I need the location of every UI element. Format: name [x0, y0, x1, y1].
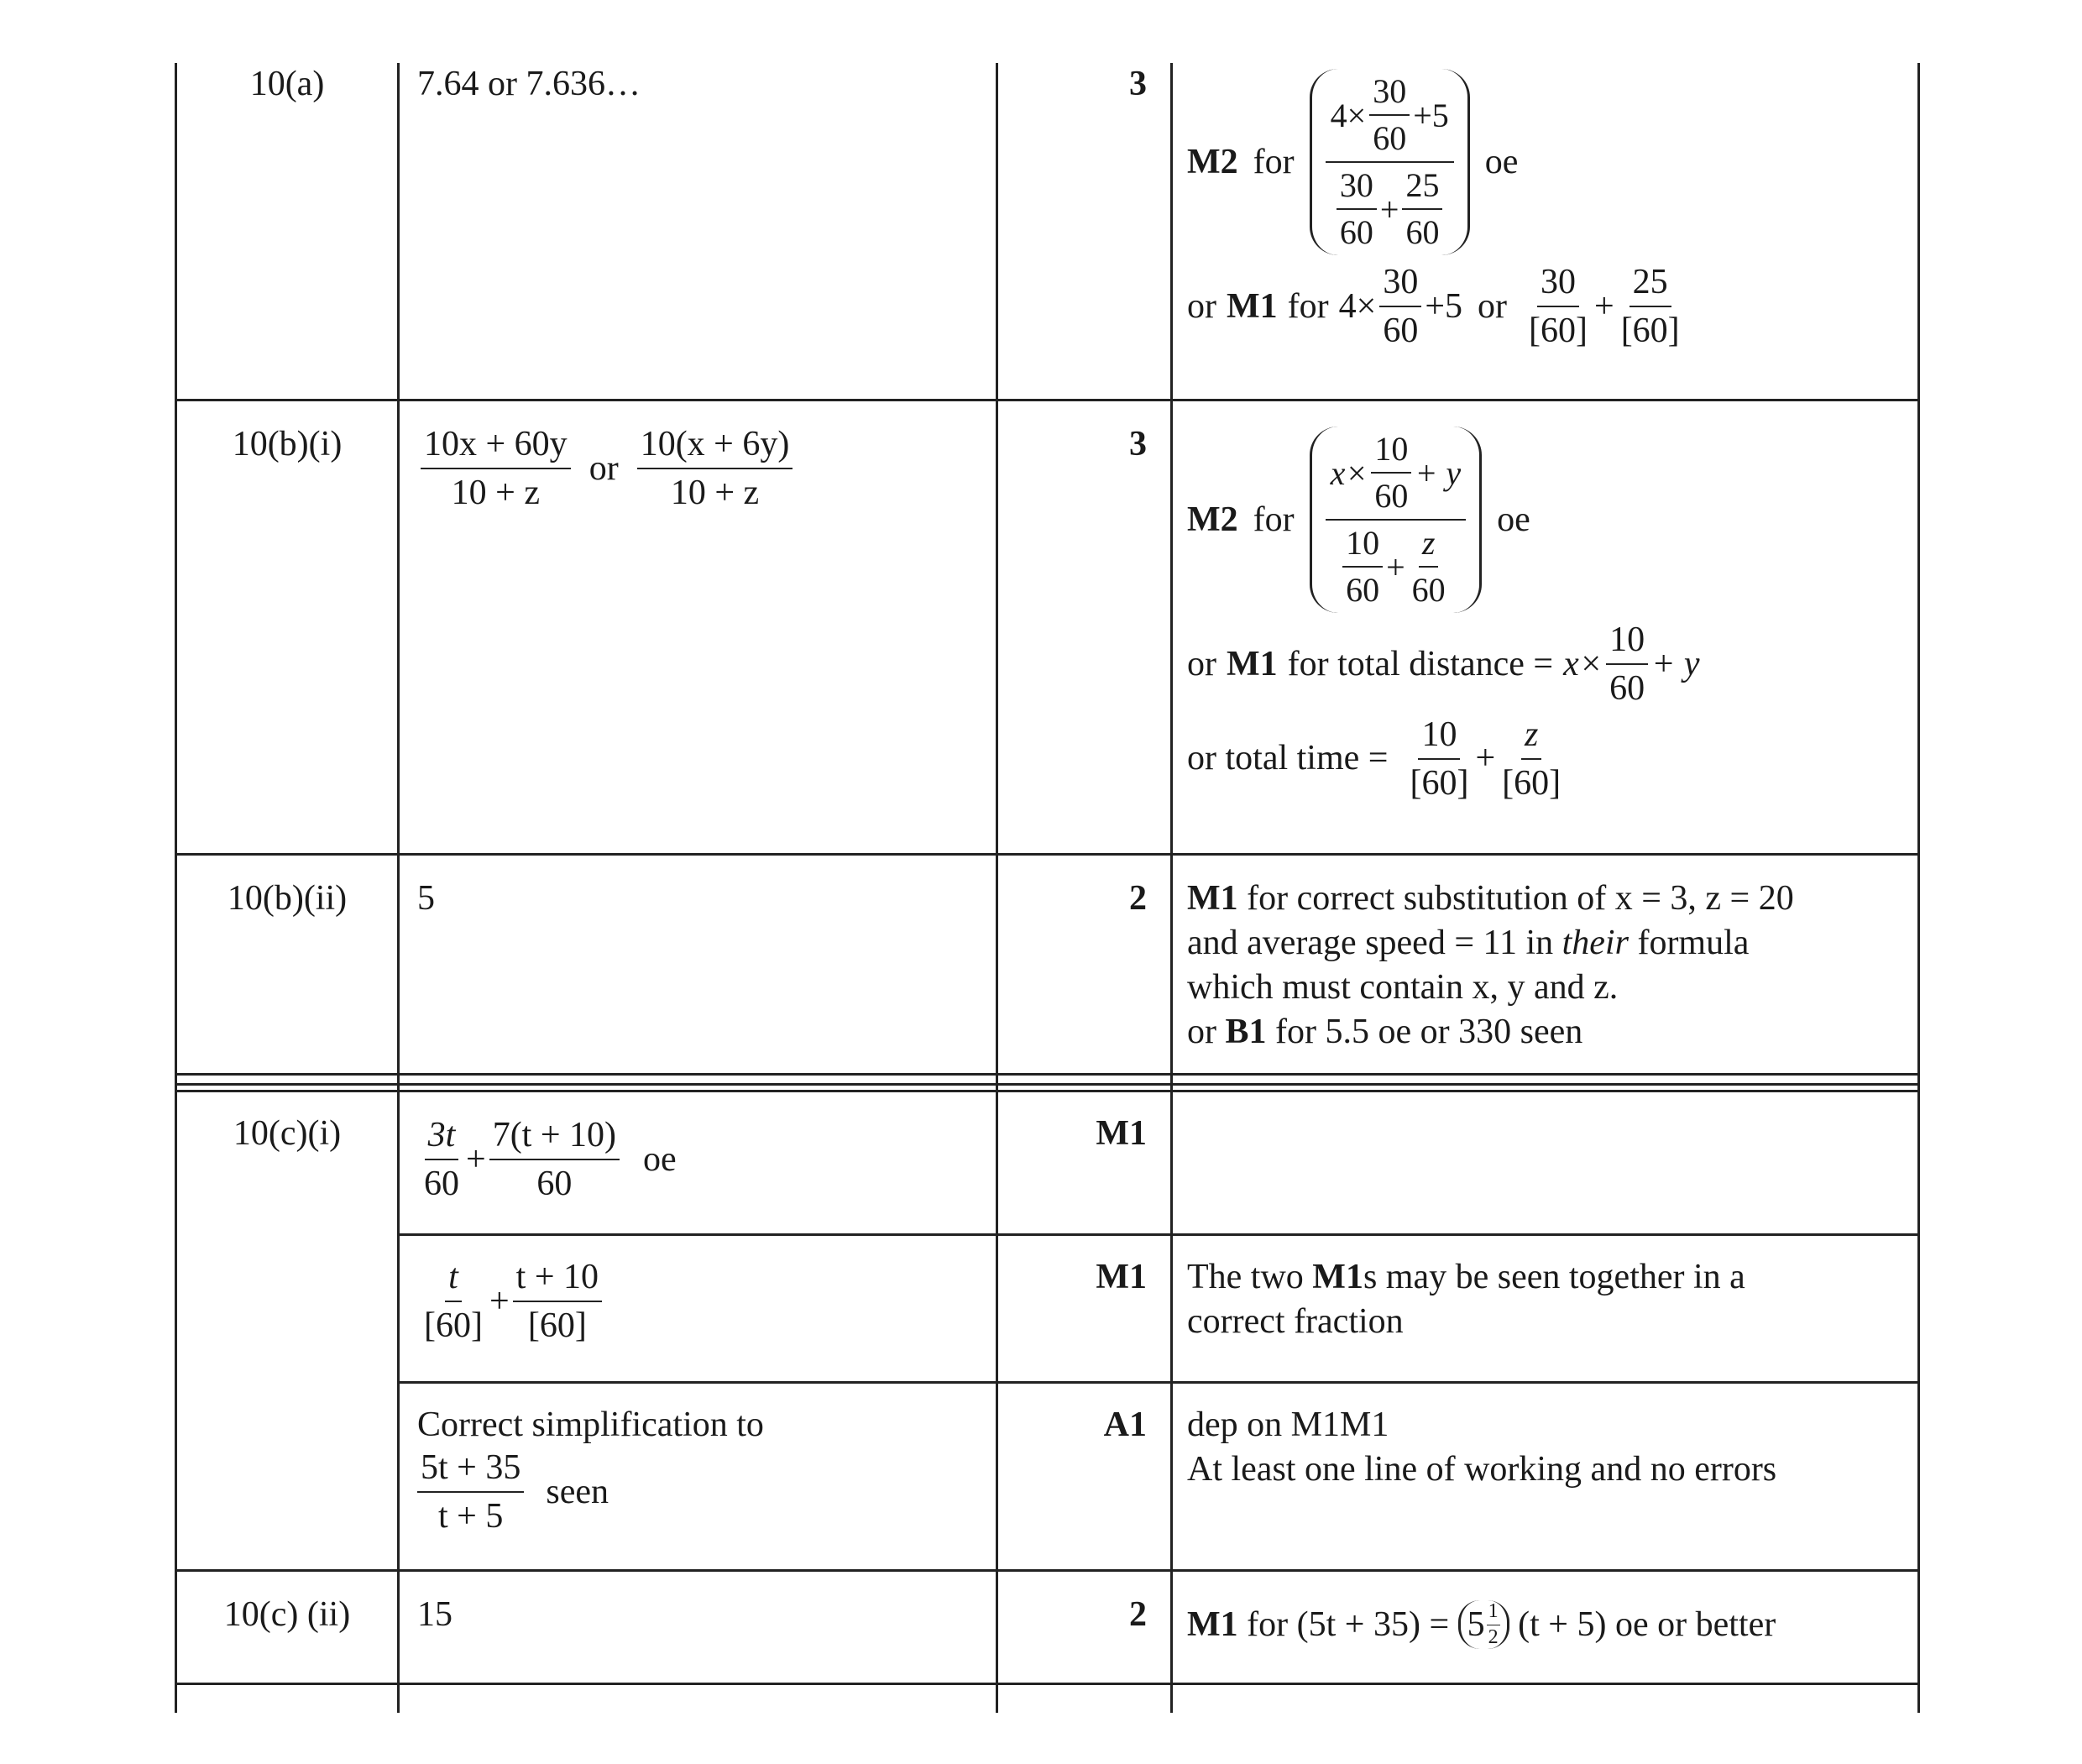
- distance-text: for total distance =: [1287, 644, 1554, 683]
- mark-cell: [999, 1403, 1147, 1447]
- expr-term: 4×: [1338, 286, 1377, 326]
- m1-label: M1: [1187, 1604, 1238, 1644]
- m1-method-line: [1187, 262, 1909, 352]
- m1-label: M1: [1227, 644, 1278, 683]
- guidance-line: [1187, 1255, 1909, 1300]
- answer-cell: [417, 62, 988, 107]
- or-text: or: [1187, 1013, 1226, 1051]
- plus-sign: +: [466, 1139, 486, 1179]
- expr-term: +5: [1425, 286, 1463, 326]
- mark-value: M1: [1096, 1114, 1147, 1153]
- table-border-right: [1917, 63, 1920, 1713]
- frac-den: 60: [424, 1165, 459, 1204]
- m1-label: M1: [1312, 1258, 1363, 1296]
- frac-num: 25: [1630, 262, 1671, 307]
- m2-numerator: [1326, 430, 1467, 521]
- guidance-text: for correct substitution of x = 3, z = 20: [1247, 879, 1794, 918]
- b1-label: B1: [1225, 1013, 1267, 1051]
- frac-num: 10: [1342, 524, 1383, 568]
- expr-term: 4×: [1330, 96, 1367, 134]
- oe-text: oe: [1484, 142, 1519, 181]
- frac-den: 60: [1339, 213, 1373, 251]
- question-number: [177, 877, 397, 921]
- answer-cell: [417, 1593, 988, 1637]
- row-divider: [175, 1073, 1920, 1076]
- frac-den: 60: [1383, 311, 1419, 351]
- for-text: for: [1253, 500, 1295, 539]
- guidance-emphasis: their: [1562, 924, 1629, 962]
- guidance-cell: [1187, 1255, 1909, 1344]
- for-text: for: [1287, 286, 1329, 326]
- guidance-cell: [1187, 69, 1909, 352]
- or-text: or: [589, 448, 619, 488]
- mixed-whole: 5: [1467, 1604, 1485, 1644]
- expr-term: x×: [1563, 644, 1603, 683]
- answer-cell: [417, 877, 988, 921]
- plus-sign: +: [1379, 190, 1399, 228]
- plus-sign: +: [1594, 286, 1614, 326]
- frac-num: 30: [1379, 262, 1421, 307]
- question-number-text: 10(b)(ii): [227, 879, 348, 918]
- mark-value: M1: [1096, 1258, 1147, 1296]
- table-column-divider-3: [1170, 63, 1173, 1713]
- expr-term: + y: [1651, 644, 1700, 683]
- m2-compound-fraction: [1326, 72, 1454, 252]
- frac-num: z: [1419, 524, 1439, 568]
- frac-den: [60]: [527, 1306, 587, 1346]
- guidance-line: [1187, 1600, 1909, 1649]
- frac-den: [60]: [1620, 311, 1680, 351]
- row-divider: [175, 1569, 1920, 1572]
- mark-cell: [999, 62, 1147, 107]
- guidance-text: The two: [1187, 1258, 1313, 1296]
- expr-term: x×: [1330, 453, 1368, 492]
- frac-den: 60: [1405, 213, 1440, 251]
- question-number-text: 10(c) (ii): [223, 1595, 351, 1634]
- frac-den: [60]: [1529, 311, 1588, 351]
- or-text: or: [1187, 644, 1216, 683]
- guidance-text: At least one line of working and no errors: [1187, 1450, 1777, 1489]
- expr-term: +5: [1413, 96, 1449, 134]
- frac-den: 60: [1609, 669, 1645, 709]
- question-number: [177, 62, 397, 107]
- m2-expression: [1310, 69, 1470, 255]
- oe-text: oe: [1497, 500, 1530, 539]
- question-number-text: 10(c)(i): [233, 1114, 342, 1153]
- frac-den: 2: [1488, 1625, 1499, 1648]
- m2-numerator: [1326, 72, 1454, 163]
- oe-text: oe: [643, 1139, 677, 1179]
- question-number: [177, 1593, 397, 1637]
- mixed-number: [1458, 1600, 1509, 1649]
- m2-expression: [1310, 427, 1483, 613]
- answer-text: 7.64 or 7.636…: [417, 65, 641, 103]
- frac-num: 5t + 35: [417, 1447, 524, 1493]
- question-number-text: 10(a): [249, 65, 325, 103]
- m2-denominator: [1334, 521, 1457, 610]
- answer-text: Correct simplification to: [417, 1405, 764, 1444]
- m2-label: M2: [1187, 500, 1238, 539]
- answer-expression: [417, 1115, 988, 1205]
- m1-distance-line: [1187, 620, 1909, 709]
- frac-den: t + 5: [438, 1497, 504, 1536]
- guidance-cell: [1187, 877, 1909, 1055]
- answer-text: 15: [417, 1595, 452, 1634]
- m2-method-line: [1187, 69, 1909, 255]
- or-text: or: [1478, 286, 1508, 326]
- frac-num: t: [445, 1257, 462, 1302]
- frac-num: 10: [1606, 620, 1648, 665]
- guidance-text: s may be seen together in a: [1363, 1258, 1745, 1296]
- row-divider: [397, 1381, 1920, 1384]
- frac-den: 60: [1411, 571, 1446, 609]
- row-divider: [397, 1233, 1920, 1236]
- answer-expression: [417, 424, 988, 514]
- guidance-text: correct fraction: [1187, 1302, 1404, 1341]
- frac-den: [60]: [1410, 763, 1469, 803]
- mark-value: 2: [1129, 1595, 1147, 1634]
- row-divider: [175, 399, 1920, 401]
- frac-num: 25: [1402, 166, 1442, 210]
- time-text: or total time =: [1187, 739, 1389, 778]
- question-number-text: 10(b)(i): [232, 425, 343, 463]
- table-column-divider-2: [996, 63, 998, 1713]
- guidance-cell: [1187, 427, 1909, 803]
- mark-value: A1: [1103, 1405, 1147, 1444]
- mark-value: 3: [1129, 425, 1147, 463]
- frac-den: [60]: [1502, 763, 1562, 803]
- mark-value: 2: [1129, 879, 1147, 918]
- row-divider: [175, 853, 1920, 856]
- guidance-text: (t + 5) oe or better: [1509, 1604, 1776, 1644]
- expr-term: + y: [1415, 453, 1462, 492]
- or-text: or: [1187, 286, 1216, 326]
- guidance-text: and average speed = 11 in: [1187, 924, 1562, 962]
- guidance-line: [1187, 1010, 1909, 1055]
- guidance-line: [1187, 877, 1909, 921]
- frac-den: 60: [1374, 477, 1409, 515]
- frac-num: 30: [1337, 166, 1377, 210]
- mark-cell: [999, 1112, 1147, 1156]
- question-number: [177, 422, 397, 467]
- guidance-text: dep on M1M1: [1187, 1405, 1389, 1444]
- mark-cell: [999, 422, 1147, 467]
- question-number: [177, 1112, 397, 1156]
- plus-sign: +: [1475, 739, 1496, 778]
- m2-compound-fraction: [1326, 430, 1467, 610]
- row-divider: [175, 1090, 1920, 1092]
- answer-text: 5: [417, 879, 435, 918]
- m2-denominator: [1328, 163, 1452, 252]
- frac-num: 30: [1369, 72, 1410, 116]
- time-line: [1187, 714, 1909, 804]
- for-text: for: [1253, 142, 1295, 181]
- guidance-text: for (5t + 35) =: [1237, 1604, 1458, 1644]
- guidance-text: formula: [1628, 924, 1750, 962]
- m1-label: M1: [1187, 879, 1238, 918]
- mark-cell: [999, 1255, 1147, 1300]
- guidance-line: [1187, 921, 1909, 966]
- mark-cell: [999, 1593, 1147, 1637]
- frac-den: [60]: [424, 1306, 483, 1346]
- frac-num: 1: [1487, 1600, 1500, 1625]
- guidance-cell: [1187, 1600, 1909, 1649]
- frac-den: 60: [1373, 119, 1407, 157]
- m2-method-line: [1187, 427, 1909, 613]
- answer-cell: [417, 424, 988, 514]
- mark-cell: [999, 877, 1147, 921]
- m1-label: M1: [1227, 286, 1278, 326]
- row-divider: [175, 1083, 1920, 1086]
- answer-expression: [417, 1447, 988, 1537]
- frac-den: 10 + z: [451, 474, 540, 513]
- frac-num: t + 10: [513, 1257, 602, 1302]
- guidance-cell: [1187, 1403, 1909, 1492]
- seen-text: seen: [546, 1472, 609, 1511]
- frac-den: 10 + z: [670, 474, 760, 513]
- guidance-text: which must contain x, y and z.: [1187, 968, 1619, 1007]
- frac-num: z: [1521, 714, 1541, 760]
- frac-num: 3t: [425, 1115, 459, 1160]
- guidance-line: [1187, 966, 1909, 1010]
- plus-sign: +: [489, 1281, 510, 1321]
- frac-num: 30: [1537, 262, 1579, 307]
- mark-value: 3: [1129, 65, 1147, 103]
- guidance-text: for 5.5 oe or 330 seen: [1266, 1013, 1583, 1051]
- frac-den: 60: [1346, 571, 1380, 609]
- frac-num: 10(x + 6y): [637, 424, 793, 469]
- frac-den: 60: [536, 1165, 573, 1204]
- answer-cell: [417, 1257, 988, 1347]
- row-divider: [175, 1683, 1920, 1685]
- table-column-divider-1: [397, 63, 400, 1713]
- answer-cell: [417, 1403, 988, 1537]
- guidance-line: [1187, 1300, 1909, 1344]
- m2-label: M2: [1187, 142, 1238, 181]
- frac-num: 7(t + 10): [489, 1115, 620, 1160]
- frac-num: 10x + 60y: [421, 424, 571, 469]
- plus-sign: +: [1386, 547, 1405, 586]
- frac-num: 10: [1371, 430, 1411, 474]
- answer-cell: [417, 1115, 988, 1205]
- frac-num: 10: [1418, 714, 1460, 760]
- answer-expression: [417, 1257, 988, 1347]
